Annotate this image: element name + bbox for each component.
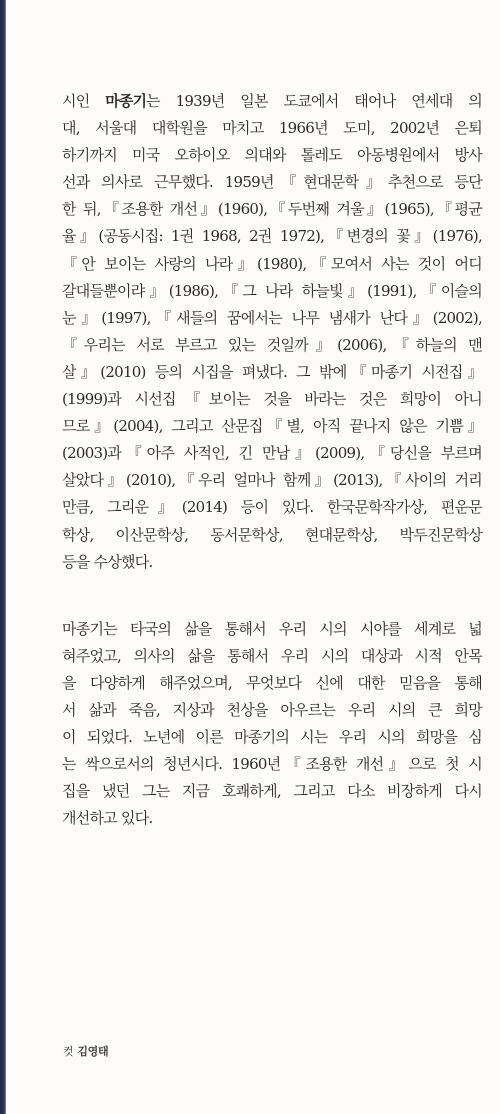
bio-line: 등을 수상했다. (62, 552, 153, 571)
essay-line: 을 다양하게 해주었으며, 무엇보다 신에 대한 믿음을 통해 (62, 673, 482, 692)
bio-line: 살』(2010) 등의 시집을 펴냈다. 그 밖에『마종기 시전집』 (62, 362, 482, 381)
bio-line: 므로』(2004), 그리고 산문집『별, 아직 끝나지 않은 기쁨』 (62, 417, 482, 436)
bio-line: 살았다』(2010),『우리 얼마나 함께』(2013),『사이의 거리 (62, 471, 482, 490)
bio-line: 한 뒤,『조용한 개선』(1960),『두번째 겨울』(1965),『평균 (62, 200, 482, 219)
bio-line: 갈대들뿐이랴』(1986),『그 나라 하늘빛』(1991),『이슬의 (62, 281, 482, 300)
critic-paragraph (62, 616, 482, 833)
bio-line: 『안 보이는 사랑의 나라』(1980),『모여서 사는 것이 어디 (62, 254, 482, 273)
bio-line: 시인 마종기는 1939년 일본 도쿄에서 태어나 연세대 의 (62, 92, 482, 110)
bio-line: 하기까지 미국 오하이오 의대와 톨레도 아동병원에서 방사 (62, 146, 482, 165)
author-text-block (62, 88, 482, 832)
essay-line: 혀주었고, 의사의 삶을 통해서 우리 시의 대상과 시적 안목 (62, 646, 482, 665)
bio-line: 『우리는 서로 부르고 있는 것일까』(2006),『하늘의 맨 (62, 335, 482, 354)
bio-line: (2003)과『아주 사적인, 긴 만남』(2009),『당신을 부르며 (62, 444, 482, 463)
essay-line: 이 되었다. 노년에 이른 마종기의 시는 우리 시의 희망을 심 (62, 728, 482, 747)
author-biography (62, 88, 482, 576)
essay-line: 마종기는 타국의 삶을 통해서 우리 시의 시야를 세계로 넓 (62, 619, 482, 638)
bio-line: 율』(공동시집: 1권 1968, 2권 1972),『변경의 꽃』(1976), (62, 227, 482, 246)
bio-line: (1999)과 시선집『보이는 것을 바라는 것은 희망이 아니 (62, 390, 482, 409)
bio-line: 대, 서울대 대학원을 마치고 1966년 도미, 2002년 은퇴 (62, 119, 482, 138)
cover-edge (0, 0, 6, 1114)
bio-line: 학상, 이산문학상, 동서문학상, 현대문학상, 박두진문학상 (62, 525, 482, 544)
bio-line: 만큼, 그리운』(2014) 등이 있다. 한국문학작가상, 편운문 (62, 498, 482, 517)
essay-line: 집을 냈던 그는 지금 호쾌하게, 그리고 다소 비장하게 다시 (62, 782, 482, 801)
essay-line: 는 싹으로서의 청년시다. 1960년『조용한 개선』으로 첫 시 (62, 755, 482, 774)
poet-name: 마종기 (105, 92, 147, 110)
essay-line: 개선하고 있다. (62, 809, 153, 828)
illustration-credit (63, 1043, 108, 1059)
credit-name: 김영태 (77, 1045, 109, 1058)
essay-line: 서 삶과 죽음, 지상과 천상을 아우르는 우리 시의 큰 희망 (62, 700, 482, 719)
bio-line: 선과 의사로 근무했다. 1959년『현대문학』추천으로 등단 (62, 173, 482, 192)
credit-label: 컷 (63, 1045, 74, 1058)
bio-line: 눈』(1997),『새들의 꿈에서는 나무 냄새가 난다』(2002), (62, 308, 482, 327)
